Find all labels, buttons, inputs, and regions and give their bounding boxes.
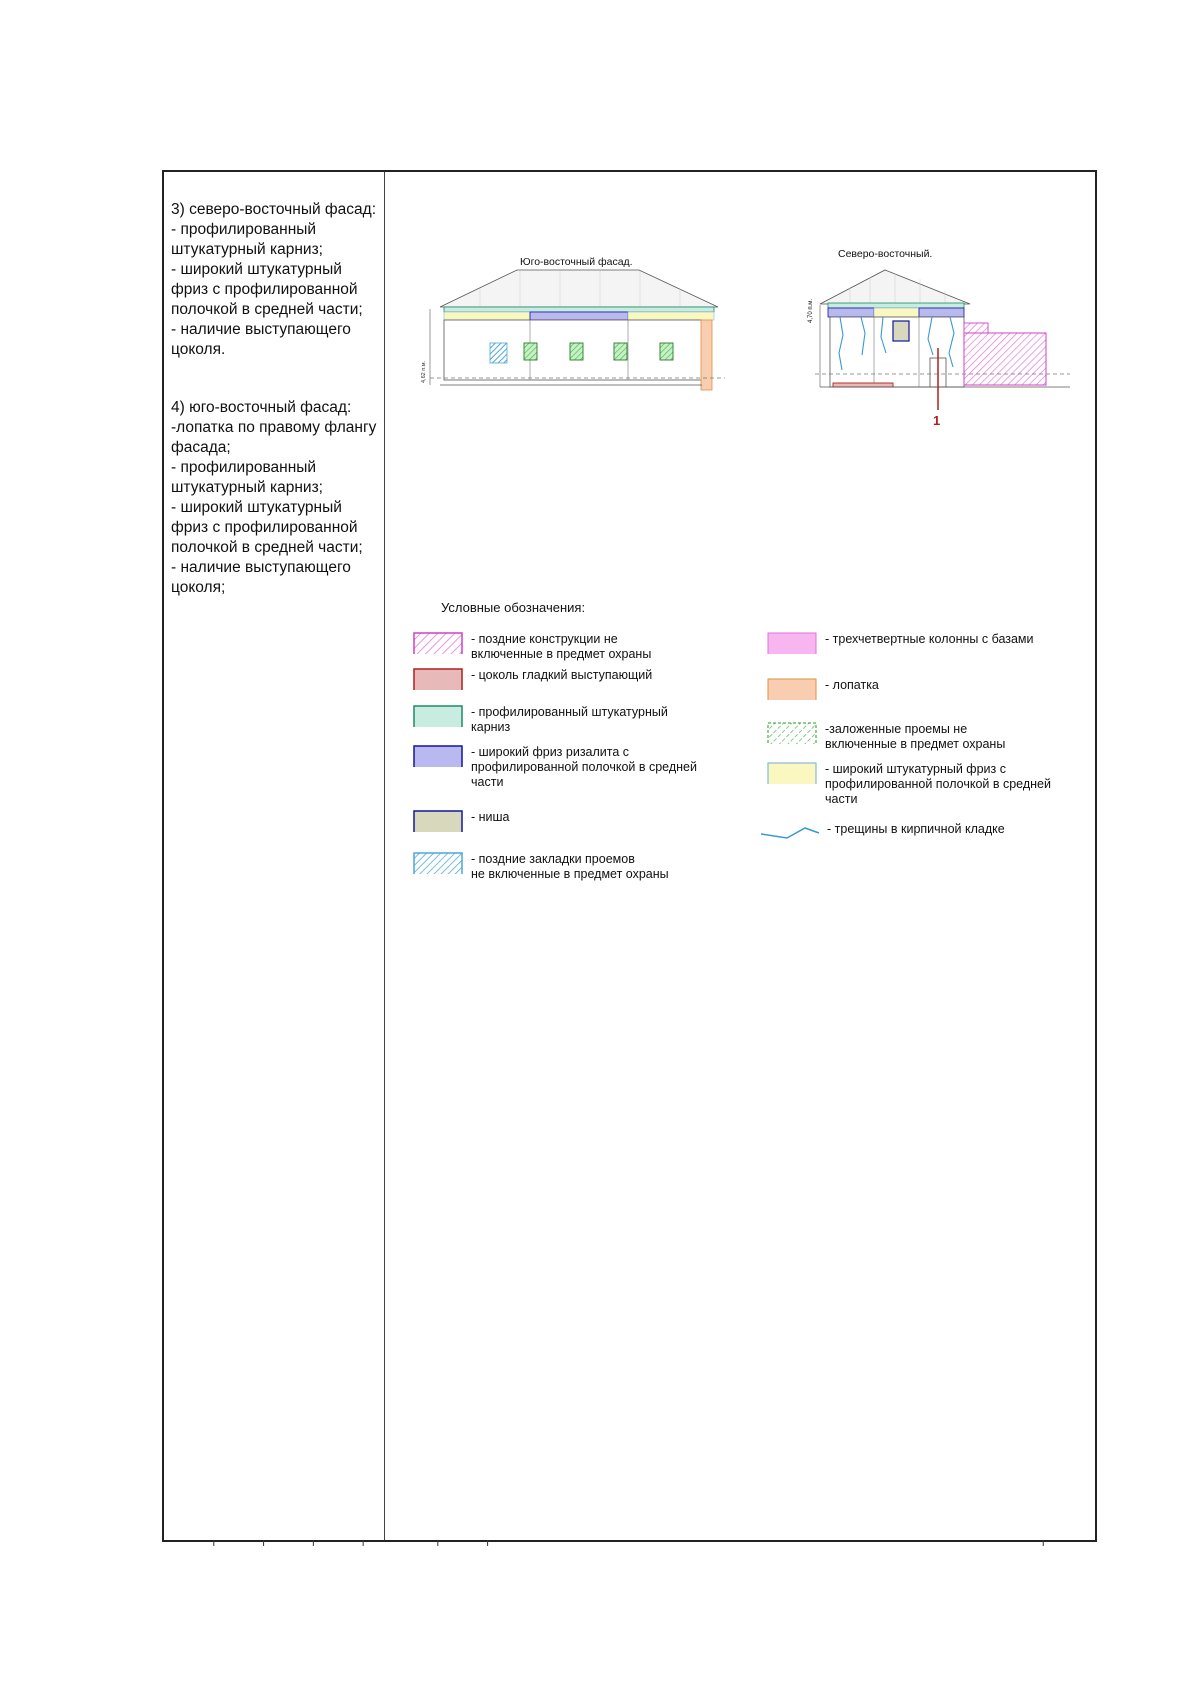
legend-title: Условные обозначения:	[441, 600, 586, 615]
legend-label: - профилированный штукатурный карниз	[471, 705, 668, 734]
text-line: цоколя.	[171, 341, 226, 358]
text-line: - широкий штукатурный	[171, 499, 342, 516]
northeast-facade-title: Северо-восточный.	[838, 248, 933, 260]
legend-label: - ниша	[471, 810, 510, 824]
legend-item-pilaster	[767, 678, 879, 700]
section-northeast	[171, 200, 386, 360]
niche-swatch	[413, 810, 463, 832]
text-line: фриз с профилированной	[171, 281, 358, 298]
legend-item-cracks	[759, 822, 1005, 842]
wide-frieze-swatch	[767, 762, 817, 784]
text-line: - профилированный	[171, 459, 317, 476]
legend-item-risalit-frieze	[413, 745, 697, 790]
legend-item-cornice	[413, 705, 668, 735]
text-line: полочкой в средней части;	[171, 539, 363, 556]
legend-label: -заложенные проемы не включенные в предмет охраны	[825, 722, 1006, 751]
late-infill-swatch	[413, 852, 463, 874]
text-line: - широкий штукатурный	[171, 261, 342, 278]
facade-drawings	[420, 265, 1100, 450]
southeast-height-label: 4,62 п.м.	[421, 360, 427, 383]
legend-item-plinth	[413, 668, 652, 690]
legend-label: - поздние закладки проемов не включенные в предмет охраны	[471, 852, 669, 881]
legend-item-wide-frieze	[767, 762, 1051, 807]
text-line: фриз с профилированной	[171, 519, 358, 536]
legend-item-late-constructions	[413, 632, 651, 662]
text-line: - наличие выступающего	[171, 321, 351, 338]
legend-label: - лопатка	[825, 678, 879, 692]
legend-label: - широкий фриз ризалита с профилированной полочкой в средней части	[471, 745, 697, 789]
text-line: штукатурный карниз;	[171, 241, 323, 258]
crack-line-icon	[759, 822, 821, 842]
legend-label: - поздние конструкции не включенные в предмет охраны	[471, 632, 652, 661]
southeast-facade	[421, 270, 725, 390]
risalit-frieze-swatch	[413, 745, 463, 767]
text-line: 3) северо-восточный фасад:	[171, 201, 377, 218]
text-line: - профилированный	[171, 221, 317, 238]
legend-item-columns	[767, 632, 1034, 654]
text-line: фасада;	[171, 439, 231, 456]
pilaster-swatch	[767, 678, 817, 700]
text-line: - наличие выступающего	[171, 559, 351, 576]
blocked-openings-swatch	[767, 722, 817, 744]
legend-label: - трещины в кирпичной кладке	[827, 822, 1005, 836]
southeast-facade-title: Юго-восточный фасад.	[520, 256, 633, 268]
legend-label: - цоколь гладкий выступающий	[471, 668, 653, 682]
facade-description	[171, 200, 386, 636]
text-line: -лопатка по правому флангу	[171, 419, 377, 436]
legend-label: - широкий штукатурный фриз с профилированной полочкой в средней части	[825, 762, 1051, 806]
text-line: цоколя;	[171, 579, 226, 596]
legend-item-niche	[413, 810, 510, 832]
section-southeast	[171, 398, 386, 598]
northeast-facade	[815, 270, 1070, 428]
northeast-height-label: 4,70 п.м.	[808, 298, 814, 323]
section-marker: 1	[933, 413, 941, 428]
plinth-swatch	[413, 668, 463, 690]
text-line: полочкой в средней части;	[171, 301, 363, 318]
legend-item-blocked-openings	[767, 722, 1005, 752]
bottom-ticks	[164, 1540, 1095, 1546]
legend-label: - трехчетвертные колонны с базами	[825, 632, 1034, 646]
text-line: 4) юго-восточный фасад:	[171, 399, 352, 416]
cornice-swatch	[413, 705, 463, 727]
columns-swatch	[767, 632, 817, 654]
late-constructions-swatch	[413, 632, 463, 654]
text-line: штукатурный карниз;	[171, 479, 323, 496]
legend-item-late-infill	[413, 852, 669, 882]
